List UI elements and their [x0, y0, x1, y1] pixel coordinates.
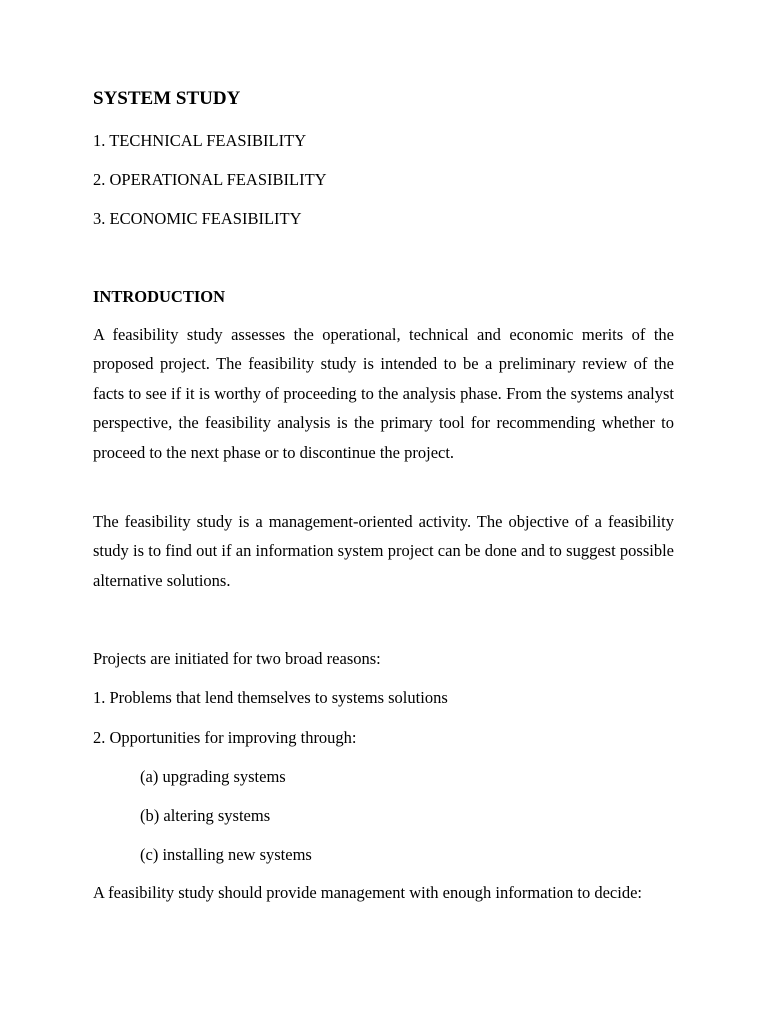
sub-item-upgrading: (a) upgrading systems [140, 767, 286, 786]
sub-item-altering: (b) altering systems [140, 806, 271, 825]
feasibility-item-operational: 2. OPERATIONAL FEASIBILITY [93, 170, 327, 189]
feasibility-item-technical: 1. TECHNICAL FEASIBILITY [93, 131, 307, 150]
introduction-heading: INTRODUCTION [93, 287, 226, 306]
introduction-paragraph-2: The feasibility study is a management-oriented activity. The objective of a feasibility study is to find out if an information system project can be done and to suggest possible alternative solutions. [93, 512, 674, 590]
feasibility-item-economic: 3. ECONOMIC FEASIBILITY [93, 209, 302, 228]
document-title: SYSTEM STUDY [93, 88, 241, 109]
closing-paragraph: A feasibility study should provide management with enough information to decide: [93, 883, 642, 902]
sub-item-installing: (c) installing new systems [140, 845, 312, 864]
reason-item-opportunities: 2. Opportunities for improving through: [93, 728, 357, 747]
introduction-paragraph-1: A feasibility study assesses the operational, technical and economic merits of the proposed project. The feasibility study is intended to be a preliminary review of the facts to see if it is worthy of proceeding to the analysis phase. From the systems analyst perspective, the feasibility analysis is the primary tool for recommending whether to proceed to the next phase or to discontinue the project. [93, 325, 674, 462]
reason-item-problems: 1. Problems that lend themselves to systems solutions [93, 688, 448, 707]
reasons-intro: Projects are initiated for two broad reasons: [93, 649, 381, 668]
